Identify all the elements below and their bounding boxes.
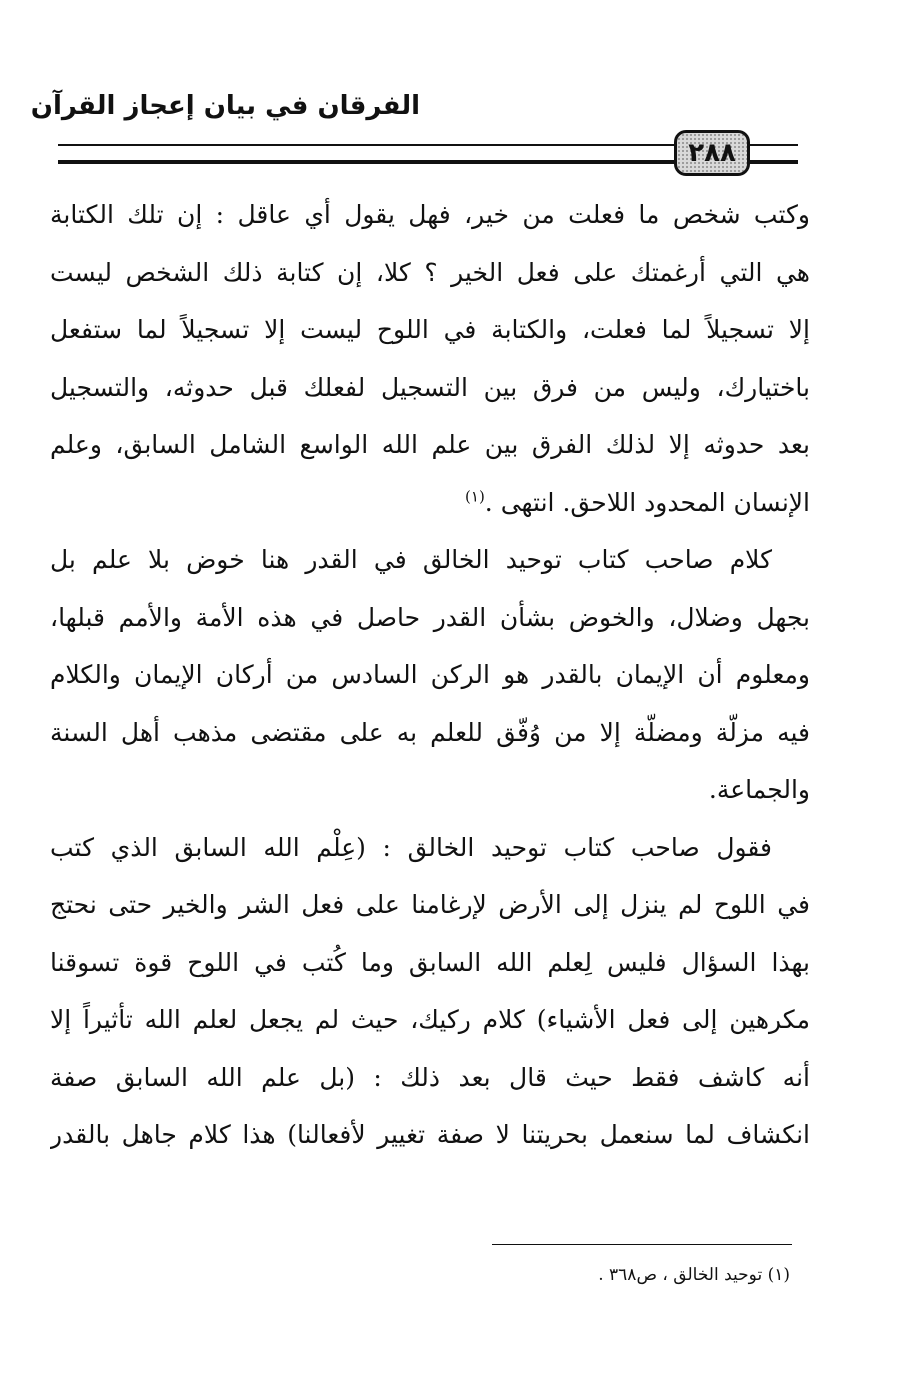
text-line: بهذا السؤال فليس لِعلم الله السابق وما كُتب في اللوح قوة تسوقنا	[50, 947, 810, 977]
body-text	[50, 186, 810, 1164]
text-line: باختيارك، وليس من فرق بين التسجيل لفعلك قبل حدوثه، والتسجيل	[50, 372, 810, 402]
page-number: ٢٨٨	[674, 130, 750, 176]
footnote-separator	[492, 1244, 792, 1245]
text-line: في اللوح لم ينزل إلى الأرض لإرغامنا على فعل الشر والخير حتى نحتج	[50, 890, 810, 919]
text-line: والجماعة.	[708, 775, 810, 804]
text-line: إلا تسجيلاً لما فعلت، والكتابة في اللوح ليست إلا تسجيلاً لما ستفعل	[50, 315, 810, 344]
header-rule-thick-right	[748, 160, 798, 164]
text-line: انكشاف لما سنعمل بحريتنا لا صفة تغيير لأفعالنا) هذا كلام جاهل بالقدر	[50, 1120, 810, 1149]
text-line-with-footnote	[50, 474, 810, 532]
header-rule-thin	[58, 144, 678, 146]
footnote: (١) توحيد الخالق ، ص٣٦٨ .	[598, 1265, 790, 1285]
text-line: ومعلوم أن الإيمان بالقدر هو الركن السادس من أركان الإيمان والكلام	[50, 660, 810, 689]
text-line: فقول صاحب كتاب توحيد الخالق : (عِلْم الله السابق الذي كتب	[50, 832, 772, 862]
text-line: هي التي أرغمتك على فعل الخير ؟ كلا، إن كتابة ذلك الشخص ليست	[50, 257, 810, 287]
footnote-marker: (١)	[465, 487, 485, 506]
header-rule-thin-right	[748, 144, 798, 146]
text-line: أنه كاشف فقط حيث قال بعد ذلك : (بل علم الله السابق صفة	[50, 1062, 810, 1092]
text-line: بعد حدوثه إلا لذلك الفرق بين علم الله الواسع الشامل السابق، وعلم	[50, 430, 810, 459]
running-title: الفرقان في بيان إعجاز القرآن	[30, 91, 420, 121]
text-line: وكتب شخص ما فعلت من خير، فهل يقول أي عاقل : إن تلك الكتابة	[50, 200, 810, 229]
text-line: فيه مزلّة ومضلّة إلا من وُفّق للعلم به على مقتضى مذهب أهل السنة	[50, 717, 810, 747]
header-rule-thick	[58, 160, 678, 164]
text-line: الإنسان المحدود اللاحق. انتهى .	[484, 487, 810, 517]
text-line: كلام صاحب كتاب توحيد الخالق في القدر هنا خوض بلا علم بل	[50, 545, 772, 574]
text-line: مكرهين إلى فعل الأشياء) كلام ركيك، حيث لم يجعل لعلم الله تأثيراً إلا	[50, 1005, 810, 1034]
text-line: بجهل وضلال، والخوض بشأن القدر حاصل في هذه الأمة والأمم قبلها،	[50, 602, 810, 632]
